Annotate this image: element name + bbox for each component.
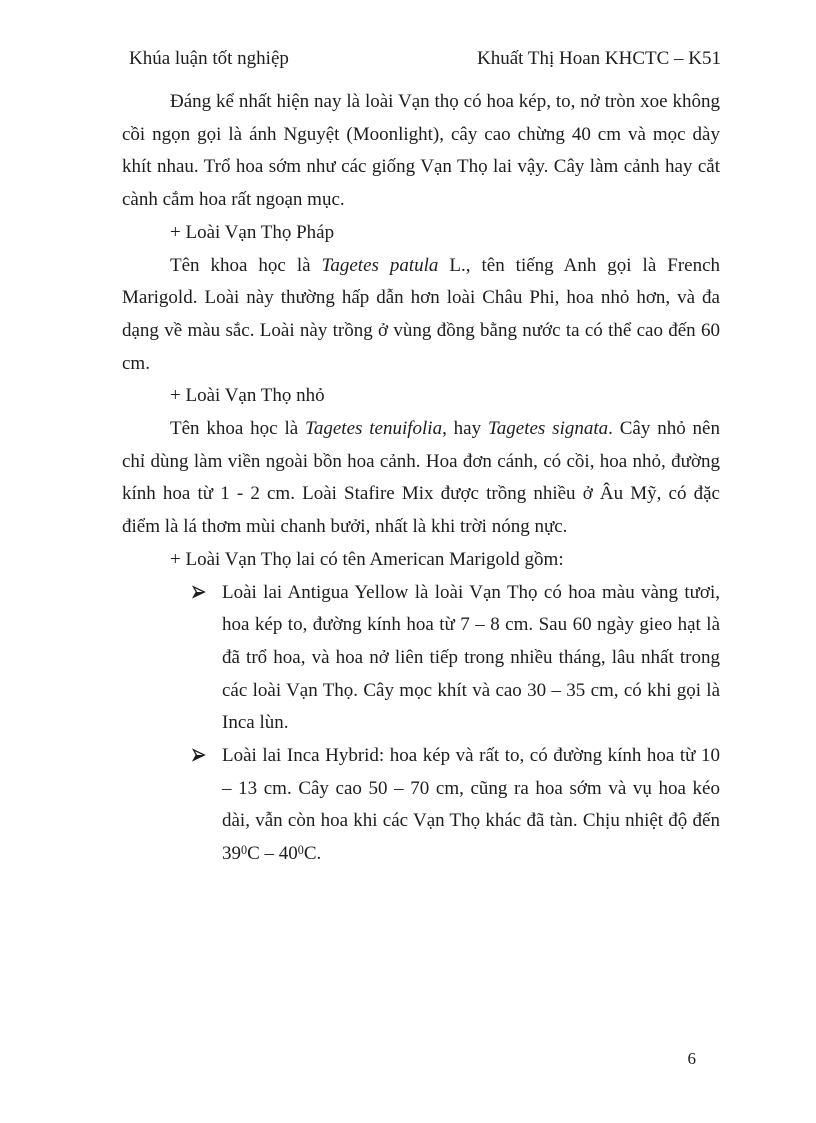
document-body	[122, 86, 720, 872]
page-header	[129, 47, 721, 71]
heading-french-marigold: + Loài Vạn Thọ Pháp	[170, 221, 335, 243]
heading-signet-marigold: + Loài Vạn Thọ nhỏ	[170, 385, 325, 407]
text-run: , hay	[442, 418, 488, 440]
paragraph-moonlight-variety: Đáng kể nhất hiện nay là loài Vạn thọ có hoa kép, to, nở tròn xoe không cồi ngọn gọi là ánh Nguyệt (Moonlight), cây cao chừng 40 cm và mọc dày khít nhau. Trổ hoa sớm như các giống Vạn Thọ lai vậy. Cây làm cảnh hay cắt cành cắm hoa rất ngoạn mục.	[122, 91, 720, 211]
arrow-bullet-icon	[192, 748, 206, 762]
arrow-bullet-icon	[192, 585, 206, 599]
heading-american-marigold: + Loài Vạn Thọ lai có tên American Marigold gồm:	[170, 548, 564, 570]
superscript-degree: 0	[297, 843, 304, 858]
species-name-italic: Tagetes tenuifolia	[305, 418, 443, 440]
text-run: Loài lai Inca Hybrid: hoa kép và rất to, có đường kính hoa từ 10 – 13 cm. Cây cao 50 – 70 cm, cũng ra hoa sớm và vụ hoa kéo dài, vẫn còn hoa khi các Vạn Thọ khác đã tàn. Chịu nhiệt độ đến 39	[222, 745, 720, 865]
page-footer	[122, 1048, 720, 1070]
header-course-title: Khúa luận tốt nghiệp	[129, 48, 289, 69]
text-run: Loài lai Antigua Yellow là loài Vạn Thọ có hoa màu vàng tươi, hoa kép to, đường kính hoa từ 7 – 8 cm. Sau 60 ngày gieo hạt là đã trổ hoa, và hoa nở liên tiếp trong nhiều tháng, lâu nhất trong các loài Vạn Thọ. Cây mọc khít và cao 30 – 35 cm, có khi gọi là Inca lùn.	[222, 581, 720, 734]
list-item-inca-hybrid	[222, 740, 720, 872]
page-number: 6	[687, 1049, 696, 1068]
text-run: C – 40	[247, 843, 298, 865]
paragraph-french-marigold	[122, 250, 720, 381]
header-author-name: Khuất Thị Hoan KHCTC – K51	[477, 48, 721, 69]
text-run: Tên khoa học là	[170, 418, 306, 440]
text-run: . Cây nhỏ nên chỉ dùng làm viền ngoài bồn hoa cảnh. Hoa đơn cánh, có cồi, hoa nhỏ, đường kính hoa từ 1 - 2 cm. Loài Stafire Mix được trồng nhiều ở Âu Mỹ, có đặc điểm là lá thơm mùi chanh bưởi, nhất là khi trời nóng nực.	[122, 418, 720, 538]
text-run: L., tên tiếng Anh gọi là French Marigold. Loài này thường hấp dẫn hơn loài Châu Phi, hoa nhỏ hơn, và đa dạng về màu sắc. Loài này trồng ở vùng đồng bằng nước ta có thể cao đến 60 cm.	[122, 254, 721, 374]
paragraph-signet-marigold	[122, 413, 720, 544]
superscript-degree: 0	[241, 843, 248, 858]
text-run: Tên khoa học là	[170, 254, 322, 276]
species-name-italic: Tagetes signata	[487, 418, 609, 440]
species-name-italic: Tagetes patula	[321, 254, 439, 276]
text-run: C.	[303, 843, 322, 865]
list-item-antigua-yellow	[222, 577, 720, 741]
